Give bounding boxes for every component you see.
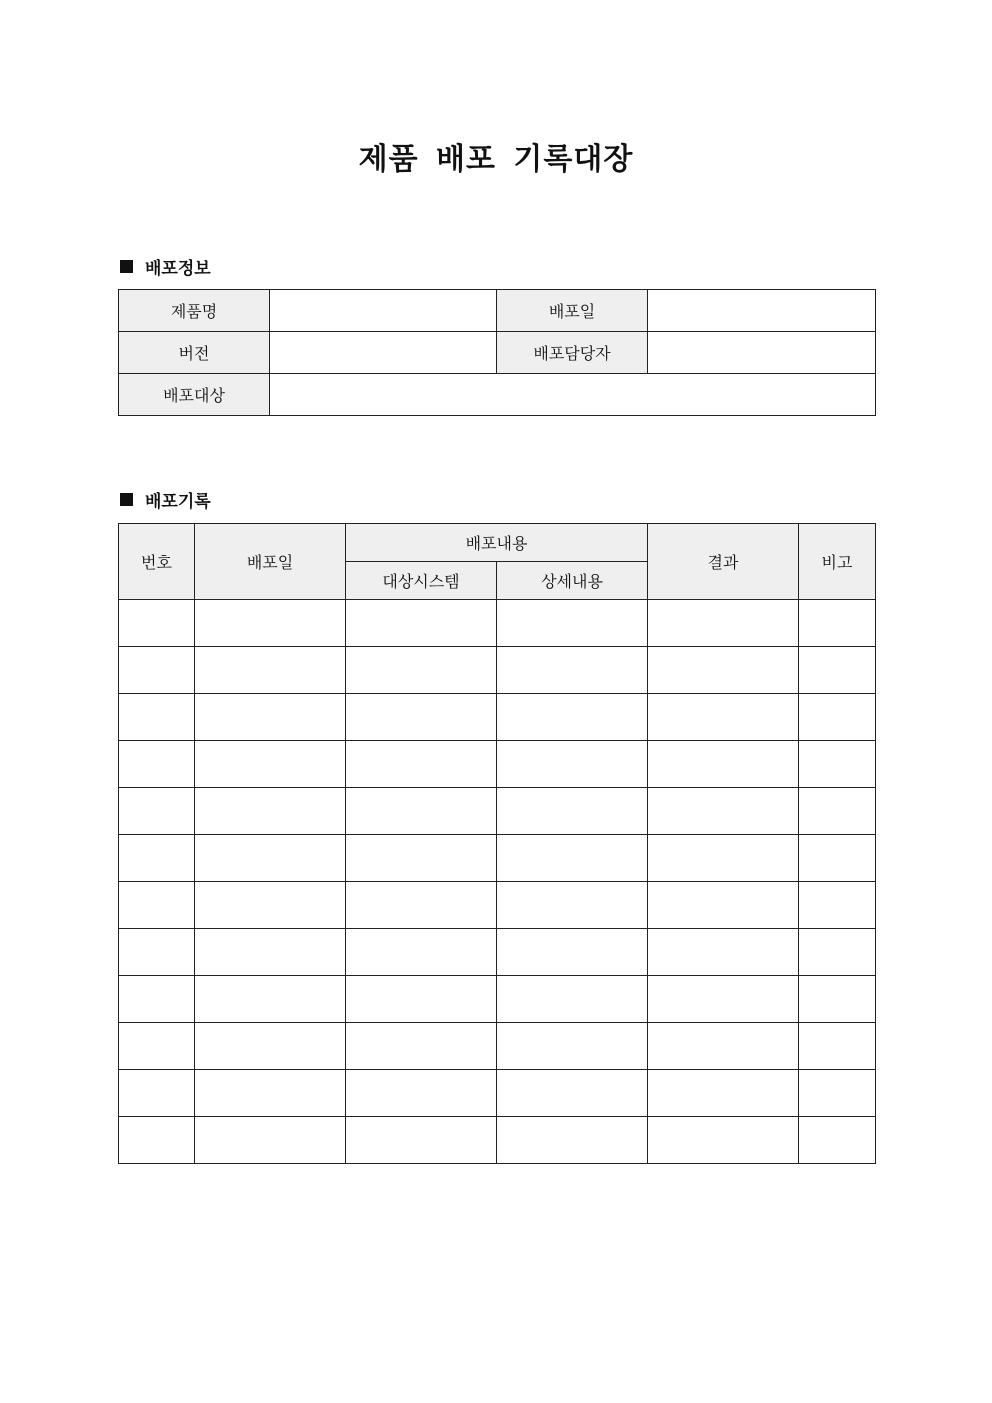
version-field[interactable] xyxy=(270,332,497,374)
table-row xyxy=(119,835,876,882)
result-cell[interactable] xyxy=(648,835,799,882)
date-cell[interactable] xyxy=(195,788,346,835)
details-cell[interactable] xyxy=(497,694,648,741)
target-system-cell[interactable] xyxy=(346,1070,497,1117)
square-bullet-icon xyxy=(120,493,133,506)
record-table-body xyxy=(119,600,876,1164)
table-row xyxy=(119,882,876,929)
number-cell[interactable] xyxy=(119,976,195,1023)
details-cell[interactable] xyxy=(497,1023,648,1070)
date-cell[interactable] xyxy=(195,694,346,741)
number-cell[interactable] xyxy=(119,1117,195,1164)
table-row xyxy=(119,694,876,741)
document-title: 제품 배포 기록대장 xyxy=(358,142,634,177)
result-cell[interactable] xyxy=(648,929,799,976)
header-number: 번호 xyxy=(119,524,195,600)
table-row xyxy=(119,1023,876,1070)
manager-field[interactable] xyxy=(648,332,876,374)
target-field[interactable] xyxy=(270,374,876,416)
product-name-field[interactable] xyxy=(270,290,497,332)
version-label: 버전 xyxy=(119,332,270,374)
target-system-cell[interactable] xyxy=(346,882,497,929)
number-cell[interactable] xyxy=(119,647,195,694)
table-row xyxy=(119,1117,876,1164)
remarks-cell[interactable] xyxy=(799,1023,876,1070)
record-table xyxy=(118,523,876,1164)
deploy-date-field[interactable] xyxy=(648,290,876,332)
product-name-label: 제품명 xyxy=(119,290,270,332)
date-cell[interactable] xyxy=(195,835,346,882)
remarks-cell[interactable] xyxy=(799,647,876,694)
section-heading-info xyxy=(120,254,211,279)
date-cell[interactable] xyxy=(195,1023,346,1070)
table-row xyxy=(119,929,876,976)
details-cell[interactable] xyxy=(497,882,648,929)
details-cell[interactable] xyxy=(497,976,648,1023)
date-cell[interactable] xyxy=(195,1070,346,1117)
header-target-system: 대상시스템 xyxy=(346,562,497,600)
date-cell[interactable] xyxy=(195,976,346,1023)
details-cell[interactable] xyxy=(497,647,648,694)
target-system-cell[interactable] xyxy=(346,600,497,647)
remarks-cell[interactable] xyxy=(799,929,876,976)
section-heading-label: 배포기록 xyxy=(145,492,211,512)
target-system-cell[interactable] xyxy=(346,835,497,882)
number-cell[interactable] xyxy=(119,600,195,647)
target-system-cell[interactable] xyxy=(346,741,497,788)
date-cell[interactable] xyxy=(195,647,346,694)
square-bullet-icon xyxy=(120,260,133,273)
table-row xyxy=(119,1070,876,1117)
details-cell[interactable] xyxy=(497,1117,648,1164)
manager-label: 배포담당자 xyxy=(497,332,648,374)
table-row xyxy=(119,600,876,647)
details-cell[interactable] xyxy=(497,788,648,835)
date-cell[interactable] xyxy=(195,929,346,976)
deploy-date-label: 배포일 xyxy=(497,290,648,332)
result-cell[interactable] xyxy=(648,741,799,788)
table-row xyxy=(119,647,876,694)
target-system-cell[interactable] xyxy=(346,694,497,741)
header-row xyxy=(119,524,876,562)
date-cell[interactable] xyxy=(195,600,346,647)
section-heading-label: 배포정보 xyxy=(145,259,211,279)
target-system-cell[interactable] xyxy=(346,647,497,694)
header-remarks: 비고 xyxy=(799,524,876,600)
target-system-cell[interactable] xyxy=(346,1117,497,1164)
target-system-cell[interactable] xyxy=(346,1023,497,1070)
table-row xyxy=(119,976,876,1023)
result-cell[interactable] xyxy=(648,694,799,741)
remarks-cell[interactable] xyxy=(799,600,876,647)
remarks-cell[interactable] xyxy=(799,1070,876,1117)
result-cell[interactable] xyxy=(648,976,799,1023)
number-cell[interactable] xyxy=(119,882,195,929)
details-cell[interactable] xyxy=(497,741,648,788)
date-cell[interactable] xyxy=(195,741,346,788)
header-date: 배포일 xyxy=(195,524,346,600)
number-cell[interactable] xyxy=(119,835,195,882)
number-cell[interactable] xyxy=(119,788,195,835)
date-cell[interactable] xyxy=(195,882,346,929)
result-cell[interactable] xyxy=(648,1023,799,1070)
result-cell[interactable] xyxy=(648,788,799,835)
remarks-cell[interactable] xyxy=(799,1117,876,1164)
number-cell[interactable] xyxy=(119,1070,195,1117)
target-system-cell[interactable] xyxy=(346,788,497,835)
date-cell[interactable] xyxy=(195,1117,346,1164)
number-cell[interactable] xyxy=(119,741,195,788)
details-cell[interactable] xyxy=(497,1070,648,1117)
remarks-cell[interactable] xyxy=(799,835,876,882)
info-table xyxy=(118,289,876,416)
info-row xyxy=(119,374,876,416)
remarks-cell[interactable] xyxy=(799,694,876,741)
result-cell[interactable] xyxy=(648,1117,799,1164)
number-cell[interactable] xyxy=(119,1023,195,1070)
table-row xyxy=(119,788,876,835)
info-row xyxy=(119,332,876,374)
target-label: 배포대상 xyxy=(119,374,270,416)
header-details: 상세내용 xyxy=(497,562,648,600)
result-cell[interactable] xyxy=(648,1070,799,1117)
target-system-cell[interactable] xyxy=(346,929,497,976)
result-cell[interactable] xyxy=(648,600,799,647)
remarks-cell[interactable] xyxy=(799,976,876,1023)
number-cell[interactable] xyxy=(119,694,195,741)
details-cell[interactable] xyxy=(497,600,648,647)
header-result: 결과 xyxy=(648,524,799,600)
remarks-cell[interactable] xyxy=(799,788,876,835)
result-cell[interactable] xyxy=(648,647,799,694)
section-heading-records xyxy=(120,487,211,512)
info-row xyxy=(119,290,876,332)
remarks-cell[interactable] xyxy=(799,882,876,929)
result-cell[interactable] xyxy=(648,882,799,929)
target-system-cell[interactable] xyxy=(346,976,497,1023)
details-cell[interactable] xyxy=(497,929,648,976)
number-cell[interactable] xyxy=(119,929,195,976)
details-cell[interactable] xyxy=(497,835,648,882)
remarks-cell[interactable] xyxy=(799,741,876,788)
header-content: 배포내용 xyxy=(346,524,648,562)
table-row xyxy=(119,741,876,788)
